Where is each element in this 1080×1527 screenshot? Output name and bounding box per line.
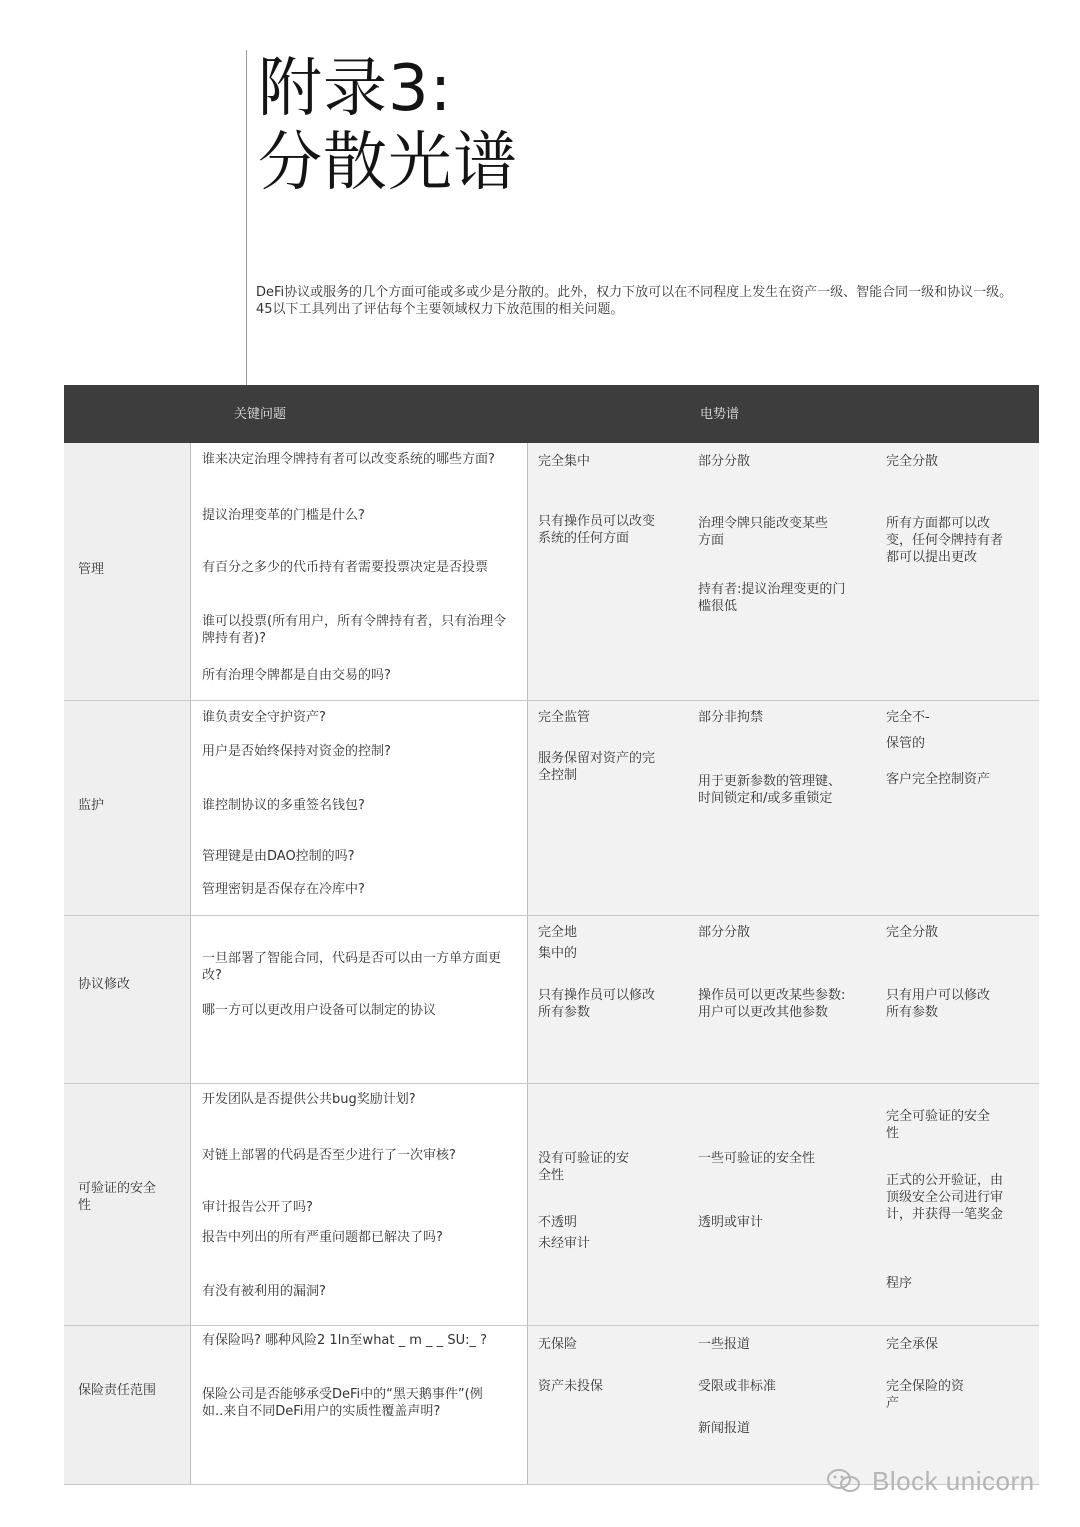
spectrum-description: 所有方面都可以改变，任何令牌持有者都可以提出更改 [886,516,1004,565]
spectrum-level: 一些可验证的安全性 [698,1151,816,1166]
category-label: 可验证的安全性 [78,1181,157,1213]
spectrum-description: 程序 [886,1276,913,1291]
spectrum-description: 用于更新参数的管理键、时间锁定和/或多重锁定 [698,774,842,806]
question-text: 报告中列出的所有严重问题都已解决了吗? [202,1230,443,1245]
spectrum-description: 受限或非标准 [698,1379,777,1394]
header-key-questions: 关键问题 [234,407,287,422]
question-text: 管理密钥是否保存在冷库中? [202,882,365,897]
spectrum-level: 完全集中 [538,454,591,469]
category-label: 协议修改 [78,977,131,992]
category-cell [64,1326,191,1484]
question-text: 一旦部署了智能合同，代码是否可以由一方单方面更改? [202,951,502,983]
category-label: 管理 [78,562,105,577]
spectrum-level: 完全分散 [886,925,939,940]
table-row-insurance-coverage [64,1326,1039,1485]
spectrum-description: 完全保险的资产 [886,1379,965,1411]
questions-cell [191,1326,528,1484]
spectrum-description: 持有者:提议治理变更的门槛很低 [698,582,846,614]
questions-cell [191,1084,528,1325]
spectrum-description: 只有操作员可以修改所有参数 [538,988,656,1020]
page-title-line2: 分散光谱 [258,126,518,200]
spectrum-level: 保管的 [886,736,926,751]
category-cell [64,443,191,700]
spectrum-description: 新闻报道 [698,1421,751,1436]
spectrum-level: 没有可验证的安全性 [538,1151,630,1183]
question-text: 管理键是由DAO控制的吗? [202,849,355,864]
questions-cell [191,701,528,915]
question-text: 谁可以投票(所有用户，所有令牌持有者，只有治理令牌持有者)? [202,614,507,646]
spectrum-level: 完全承保 [886,1337,939,1352]
question-text: 谁负责安全守护资产? [202,710,326,725]
spectrum-level: 部分非拘禁 [698,710,764,725]
spectrum-cell [528,443,1039,700]
title-divider-line [246,50,247,385]
spectrum-description: 未经审计 [538,1236,591,1251]
spectrum-cell [528,701,1039,915]
table-row-verifiable-security [64,1084,1039,1326]
spectrum-description: 治理令牌只能改变某些方面 [698,516,829,548]
watermark-text: Block unicorn [872,1466,1035,1496]
spectrum-level: 完全不- [886,710,930,725]
category-label: 监护 [78,798,105,813]
question-text: 提议治理变革的门槛是什么? [202,508,365,523]
spectrum-cell [528,1326,1039,1484]
category-cell [64,701,191,915]
question-text: 开发团队是否提供公共bug奖励计划? [202,1092,416,1107]
question-text: 有保险吗? 哪种风险2 1ln至what _ m _ _ SU:_ ? [202,1333,487,1348]
question-text: 审计报告公开了吗? [202,1200,313,1215]
category-cell [64,916,191,1083]
category-label: 保险责任范围 [78,1383,157,1398]
spectrum-level: 完全分散 [886,454,939,469]
question-text: 所有治理令牌都是自由交易的吗? [202,668,391,683]
spectrum-description: 正式的公开验证，由顶级安全公司进行审计，并获得一笔奖金 [886,1173,1004,1222]
spectrum-level: 一些报道 [698,1337,751,1352]
spectrum-description: 只有操作员可以改变系统的任何方面 [538,514,656,546]
question-text: 哪一方可以更改用户设备可以制定的协议 [202,1003,437,1018]
spectrum-cell [528,1084,1039,1325]
table-row-protocol-modification [64,916,1039,1084]
spectrum-level: 完全可验证的安全性 [886,1109,991,1141]
table-header [64,385,1039,443]
table-row-governance [64,443,1039,701]
question-text: 有百分之多少的代币持有者需要投票决定是否投票 [202,560,489,575]
spectrum-level: 无保险 [538,1337,578,1352]
page-title-line1: 附录3: [258,52,453,126]
question-text: 谁来决定治理令牌持有者可以改变系统的哪些方面? [202,452,495,467]
intro-paragraph: DeFi协议或服务的几个方面可能或多或少是分散的。此外，权力下放可以在不同程度上发生在资产一级、智能合同一级和协议一级。45以下工具列出了评估每个主要领域权力下放范围的相关问题。 [256,285,1013,317]
table-row-custody [64,701,1039,916]
spectrum-cell [528,916,1039,1083]
spectrum-description: 资产未投保 [538,1379,604,1394]
questions-cell [191,443,528,700]
question-text: 用户是否始终保持对资金的控制? [202,744,391,759]
wechat-icon [826,1468,862,1494]
question-text: 保险公司是否能够承受DeFi中的“黑天鹅事件”(例如..来自不同DeFi用户的实质性覆盖声明? [202,1387,483,1419]
question-text: 有没有被利用的漏洞? [202,1284,326,1299]
question-text: 对链上部署的代码是否至少进行了一次审核? [202,1148,456,1163]
spectrum-level: 部分分散 [698,925,751,940]
header-spectrum: 电势谱 [700,407,740,422]
spectrum-level: 部分分散 [698,454,751,469]
spectrum-description: 操作员可以更改某些参数:用户可以更改其他参数 [698,988,846,1020]
spectrum-description: 透明或审计 [698,1215,764,1230]
question-text: 谁控制协议的多重签名钱包? [202,798,365,813]
spectrum-level: 完全地 [538,925,578,940]
spectrum-description: 不透明 [538,1215,578,1230]
questions-cell [191,916,528,1083]
spectrum-description: 只有用户可以修改所有参数 [886,988,991,1020]
spectrum-level: 集中的 [538,946,578,961]
spectrum-description: 客户完全控制资产 [886,772,991,787]
category-cell [64,1084,191,1325]
spectrum-description: 服务保留对资产的完全控制 [538,751,656,783]
spectrum-level: 完全监管 [538,710,591,725]
